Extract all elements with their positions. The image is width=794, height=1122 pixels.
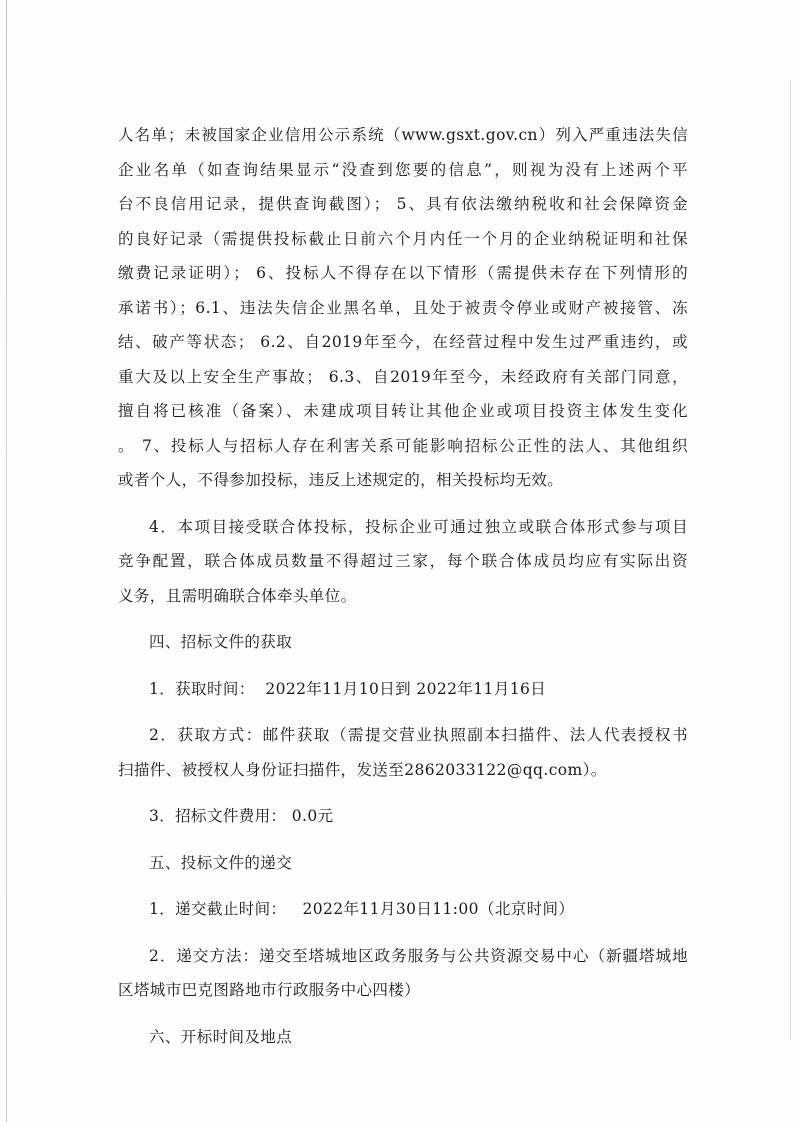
text-line: 。 7、投标人与招标人存在利害关系可能影响招标公正性的法人、其他组织 [118,436,688,455]
text-line: 缴费记录证明）； 6、投标人不得存在以下情形（需提供未存在下列情形的 [118,264,688,282]
item-value: 2022年11月30日11:00（北京时间） [302,900,575,918]
text-line: 重大及以上安全生产事故； 6.3、自2019年至今，未经政府有关部门同意， [118,367,688,386]
text-line: 竞争配置，联合体成员数量不得超过三家，每个联合体成员均应有实际出资 [118,552,688,570]
text-line: 或者个人，不得参加投标，违反上述规定的，相关投标均无效。 [118,471,564,489]
qualification-paragraph [118,118,688,498]
text-line: 4．本项目接受联合体投标，投标企业可通过独立或联合体形式参与项目 [149,517,688,536]
text-line: 区塔城市巴克图路地市行政服务中心四楼） [118,981,421,999]
consortium-paragraph [118,510,688,614]
submission-method-item [118,939,688,1008]
item-value: 2022年11月10日到 2022年11月16日 [265,679,547,698]
text-line: 义务，且需明确联合体牵头单位。 [118,586,357,605]
document-body [118,118,688,1066]
item-label: 1．递交截止时间： [149,900,287,918]
text-line: 擅自将已核准（备案）、未建成项目转让其他企业或项目投资主体发生变化 [118,402,688,420]
text-line: 承诺书）；6.1、违法失信企业黑名单，且处于被责令停业或财产被接管、冻 [118,298,688,317]
text-line: 的良好记录（需提供投标截止日前六个月内任一个月的企业纳税证明和社保 [118,229,688,248]
section-heading-submission: 五、投标文件的递交 [149,853,293,872]
text-line: 台不良信用记录，提供查询截图）； 5、具有依法缴纳税收和社会保障资金 [118,195,688,213]
text-line: 人名单；未被国家企业信用公示系统（www.gsxt.gov.cn）列入严重违法失信 [118,126,688,144]
scan-edge-left [6,0,7,1122]
text-line: 结、破产等状态； 6.2、自2019年至今，在经营过程中发生过严重违约，或 [118,333,688,351]
document-fee-item [118,799,688,834]
text-line: 2．递交方法：递交至塔城地区政务服务与公共资源交易中心（新疆塔城地 [149,946,688,965]
text-line: 企业名单（如查询结果显示“没查到您要的信息”，则视为没有上述两个平 [118,160,688,179]
submission-deadline-item [118,892,688,927]
item-label: 1．获取时间： [149,679,255,698]
scan-edge-right [790,80,791,1040]
item-label: 3．招标文件费用： [149,807,287,825]
section-heading-bid-opening: 六、开标时间及地点 [149,1027,293,1046]
obtain-method-item [118,718,688,787]
section-heading-obtain-documents: 四、招标文件的获取 [149,633,293,651]
obtain-time-item [118,672,688,707]
item-value: 0.0元 [291,807,334,825]
text-line: 2．获取方式：邮件获取（需提交营业执照副本扫描件、法人代表授权书 [149,726,688,744]
text-line: 扫描件、被授权人身份证扫描件，发送至2862033122@qq.com）。 [118,760,607,779]
